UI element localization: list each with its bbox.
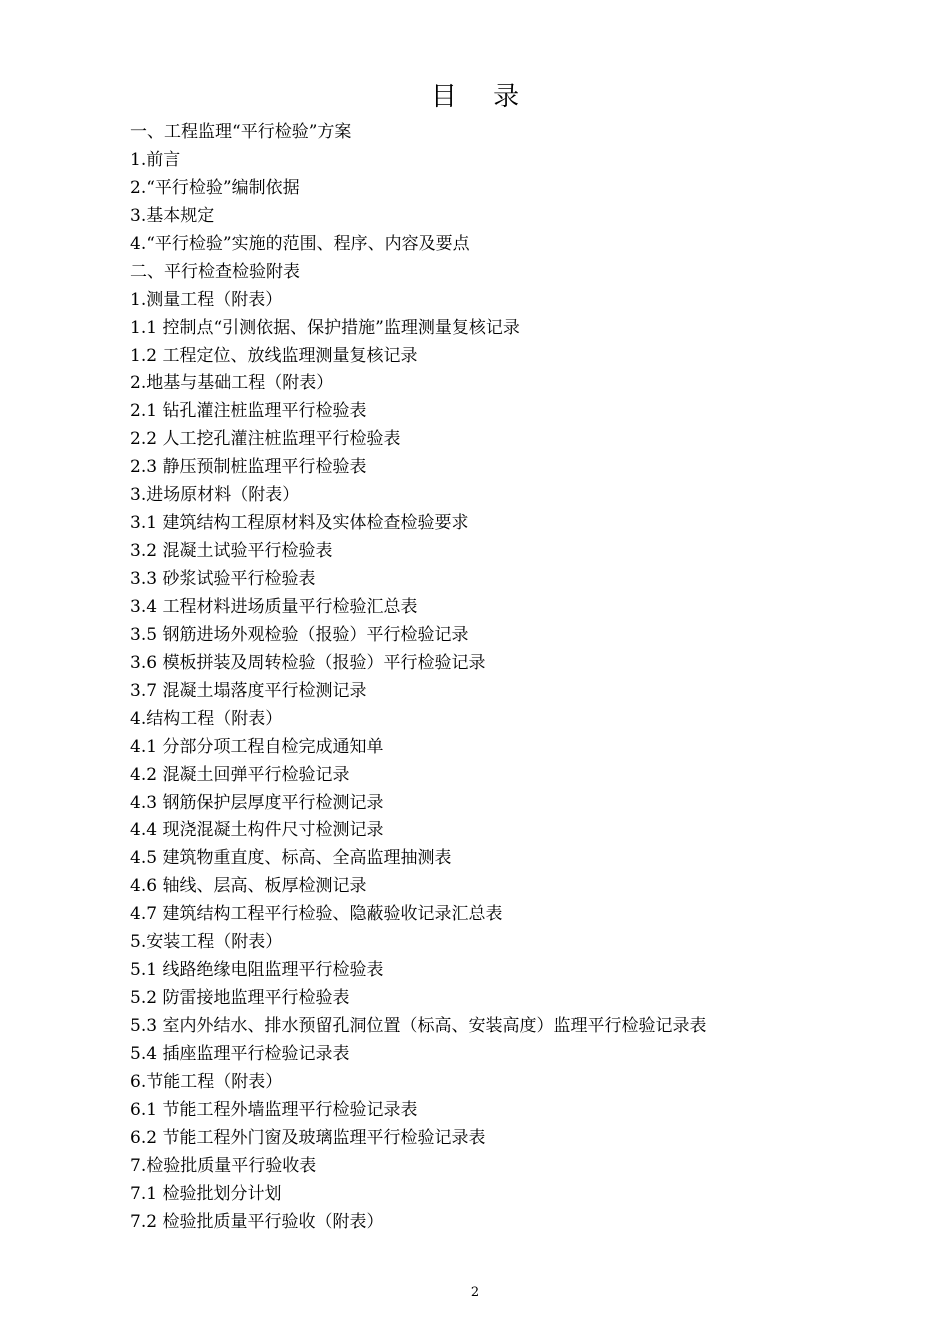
toc-entry: 4.结构工程（附表）	[130, 708, 283, 729]
toc-entry: 4.2 混凝土回弹平行检验记录	[130, 764, 350, 785]
toc-entry: 5.1 线路绝缘电阻监理平行检验表	[130, 960, 384, 981]
toc-entry: 3.6 模板拼装及周转检验（报验）平行检验记录	[130, 652, 486, 673]
toc-entry: 5.安装工程（附表）	[130, 932, 283, 953]
toc-entry: 4.3 钢筋保护层厚度平行检测记录	[130, 792, 384, 813]
toc-entry: 2.3 静压预制桩监理平行检验表	[130, 457, 367, 478]
toc-entry: 6.节能工程（附表）	[130, 1071, 283, 1092]
table-of-contents	[130, 118, 910, 1236]
toc-entry: 2.“平行检验”编制依据	[130, 177, 300, 198]
toc-entry: 1.2 工程定位、放线监理测量复核记录	[130, 345, 418, 366]
toc-entry: 一、工程监理“平行检验”方案	[130, 122, 352, 142]
toc-entry: 4.4 现浇混凝土构件尺寸检测记录	[130, 820, 384, 841]
toc-entry: 1.测量工程（附表）	[130, 289, 283, 310]
toc-entry: 4.“平行检验”实施的范围、程序、内容及要点	[130, 233, 470, 254]
toc-entry: 3.7 混凝土塌落度平行检测记录	[130, 680, 367, 701]
toc-entry: 3.4 工程材料进场质量平行检验汇总表	[130, 596, 418, 617]
toc-entry: 3.3 砂浆试验平行检验表	[130, 569, 316, 589]
toc-entry: 3.1 建筑结构工程原材料及实体检查检验要求	[130, 513, 469, 534]
toc-entry: 3.5 钢筋进场外观检验（报验）平行检验记录	[130, 624, 469, 645]
toc-entry: 5.2 防雷接地监理平行检验表	[130, 988, 350, 1009]
toc-entry: 1.1 控制点“引测依据、保护措施”监理测量复核记录	[130, 317, 520, 338]
page-title: 目 录	[430, 82, 534, 112]
page-number: 2	[470, 1285, 480, 1300]
toc-entry: 4.7 建筑结构工程平行检验、隐蔽验收记录汇总表	[130, 904, 503, 925]
toc-entry: 4.1 分部分项工程自检完成通知单	[130, 736, 384, 757]
toc-entry: 2.地基与基础工程（附表）	[130, 373, 334, 394]
toc-entry: 3.2 混凝土试验平行检验表	[130, 541, 333, 562]
toc-entry: 7.检验批质量平行验收表	[130, 1155, 317, 1176]
toc-entry: 5.4 插座监理平行检验记录表	[130, 1043, 350, 1064]
toc-entry: 2.1 钻孔灌注桩监理平行检验表	[130, 401, 367, 422]
toc-entry: 3.进场原材料（附表）	[130, 485, 300, 506]
toc-entry: 7.1 检验批划分计划	[130, 1183, 282, 1204]
toc-entry: 2.2 人工挖孔灌注桩监理平行检验表	[130, 429, 401, 450]
toc-entry: 1.前言	[130, 149, 181, 170]
toc-entry: 4.5 建筑物重直度、标高、全高监理抽测表	[130, 848, 452, 869]
toc-entry: 6.1 节能工程外墙监理平行检验记录表	[130, 1099, 418, 1120]
toc-entry: 二、平行检查检验附表	[130, 261, 300, 282]
toc-entry: 3.基本规定	[130, 205, 215, 226]
toc-entry: 4.6 轴线、层高、板厚检测记录	[130, 876, 367, 897]
toc-entry: 6.2 节能工程外门窗及玻璃监理平行检验记录表	[130, 1127, 486, 1148]
toc-entry: 5.3 室内外结水、排水预留孔洞位置（标高、安装高度）监理平行检验记录表	[130, 1016, 707, 1036]
toc-entry: 7.2 检验批质量平行验收（附表）	[130, 1211, 384, 1232]
